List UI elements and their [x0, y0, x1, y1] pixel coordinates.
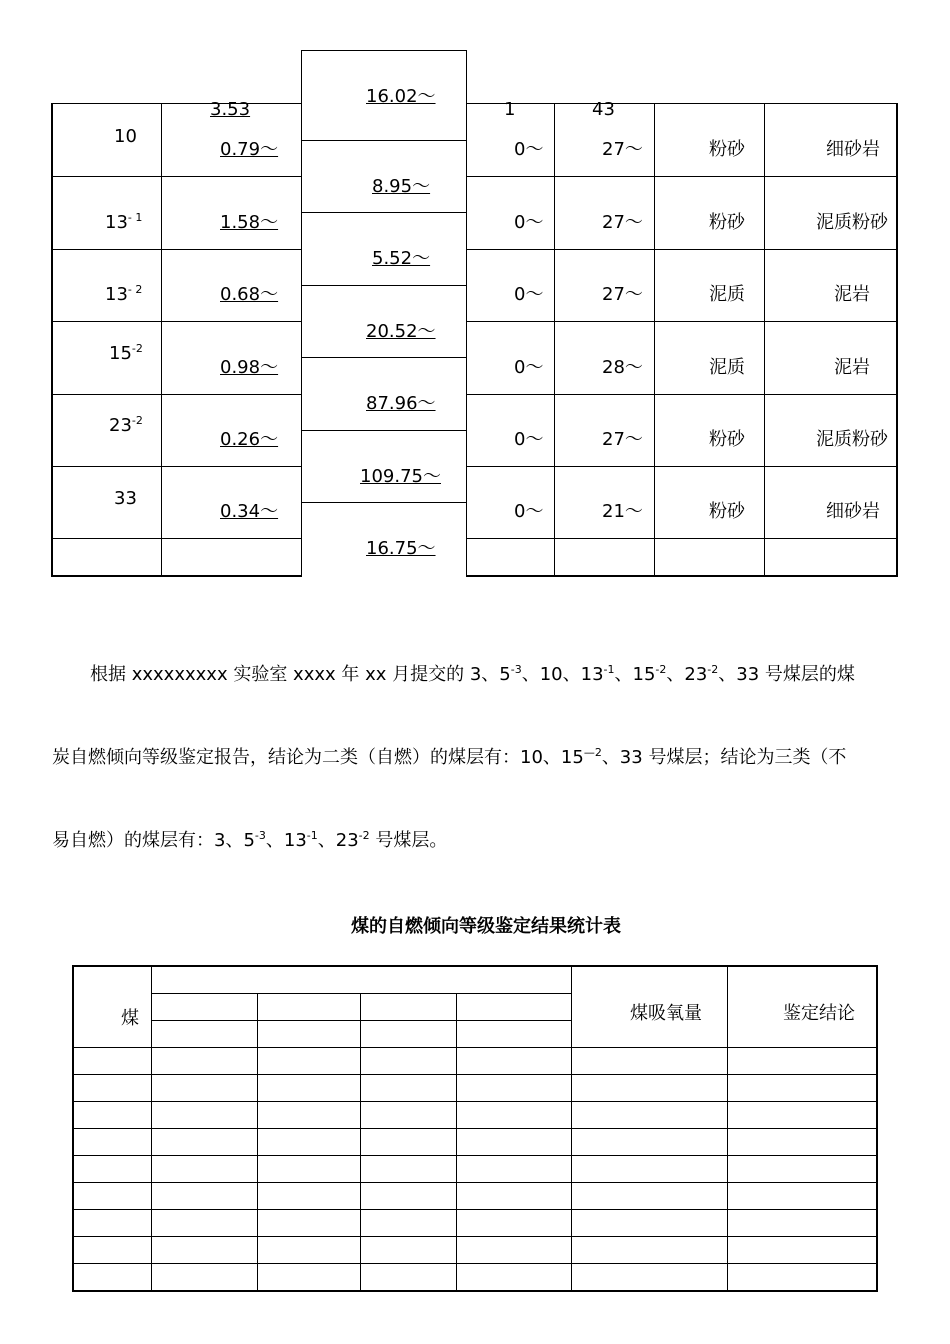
results-table-border: [72, 965, 878, 967]
paragraph-line-1: 根据 xxxxxxxxx 实验室 xxxx 年 xx 月提交的 3、$5^{-3}$、10、$13^{-1}$、$15^{-2}$、$23^{-2}$、33 号煤层的煤: [90, 663, 855, 685]
rock-type: 泥质: [709, 284, 745, 305]
rock-type: 细砂岩: [826, 501, 880, 522]
rock-type: 泥岩: [834, 357, 870, 378]
rock-type: 泥质: [709, 357, 745, 378]
top-table-border: [896, 103, 898, 577]
results-table-row-line: [73, 1128, 877, 1129]
rock-type: 泥质粉砂: [816, 429, 888, 450]
results-table-col-line: [456, 993, 457, 1291]
top-table-row-line: [466, 538, 898, 539]
rock-type: 粉砂: [709, 139, 745, 160]
top-table-row-line: [466, 176, 898, 177]
top-table-row-line: [466, 249, 898, 250]
top-table-row-line: [466, 466, 898, 467]
results-table-row-line: [73, 1263, 877, 1264]
top-table-row-line: [466, 394, 898, 395]
results-table-col-line: [571, 966, 572, 1291]
range-value: 28～: [602, 357, 643, 378]
results-table-col-line: [257, 993, 258, 1291]
middle-value: 8.95～: [372, 176, 431, 197]
top-table-border: [51, 575, 302, 577]
middle-value: 109.75～: [360, 466, 441, 487]
middle-value: 5.52～: [372, 248, 431, 269]
seam-number: $13^{- 2}$: [105, 283, 143, 305]
results-table-row-line: [73, 1209, 877, 1210]
range-value: 0～: [514, 501, 544, 522]
top-table-divider: [764, 103, 765, 576]
top-table-divider: [654, 103, 655, 576]
range-value: 0～: [514, 357, 544, 378]
seam-number: $13^{- 1}$: [105, 211, 143, 233]
results-table-header-line: [151, 993, 572, 994]
middle-column-line: [301, 357, 467, 358]
table-title: 煤的自燃倾向等级鉴定结果统计表: [351, 916, 621, 937]
top-table-row-line: [51, 394, 302, 395]
rock-type: 泥质粉砂: [816, 212, 888, 233]
top-table: [0, 0, 950, 590]
middle-value: 87.96～: [366, 393, 436, 414]
results-table-row-line: [73, 1155, 877, 1156]
range-value: 27～: [602, 284, 643, 305]
header-fragment-1: 1: [504, 99, 516, 120]
seam-number: 33: [114, 488, 137, 509]
paragraph-line-3: 易自燃）的煤层有：3、$5^{-3}$、$13^{-1}$、$23^{-2}$ 号煤层。: [52, 829, 448, 851]
top-table-border: [51, 103, 302, 104]
range-value: 1.58～: [220, 212, 279, 233]
seam-number: $23^{-2}$: [109, 414, 143, 436]
results-table-header-line: [151, 1020, 572, 1021]
top-table-row-line: [466, 321, 898, 322]
results-table-border: [876, 965, 878, 1292]
top-table-border: [466, 103, 898, 104]
middle-column-line: [301, 50, 467, 51]
header-fragment-43: 43: [592, 99, 615, 120]
results-table-col-line: [360, 993, 361, 1291]
range-value: 27～: [602, 139, 643, 160]
results-table-row-line: [73, 1074, 877, 1075]
top-table-row-line: [51, 321, 302, 322]
range-value: 0.98～: [220, 357, 279, 378]
range-value: 27～: [602, 212, 643, 233]
top-table-border: [51, 103, 53, 577]
rock-type: 粉砂: [709, 429, 745, 450]
range-value: 27～: [602, 429, 643, 450]
top-table-divider: [301, 50, 302, 577]
rock-type: 粉砂: [709, 212, 745, 233]
middle-column-line: [301, 140, 467, 141]
results-table-row-line: [73, 1236, 877, 1237]
middle-value: 20.52～: [366, 321, 436, 342]
range-value: 21～: [602, 501, 643, 522]
results-table-col-line: [727, 966, 728, 1291]
range-value: 0～: [514, 429, 544, 450]
column-header-oxygen: 煤吸氧量: [630, 1003, 702, 1024]
rock-type: 泥岩: [834, 284, 870, 305]
top-table-row-line: [51, 176, 302, 177]
range-value: 0～: [514, 212, 544, 233]
middle-value: 16.02～: [366, 86, 436, 107]
top-table-row-line: [51, 538, 302, 539]
top-table-border: [466, 575, 898, 577]
range-value: 0.34～: [220, 501, 279, 522]
results-table-row-line: [73, 1101, 877, 1102]
middle-column-line: [301, 430, 467, 431]
top-table-divider: [466, 50, 467, 577]
column-header-conclusion: 鉴定结论: [783, 1003, 855, 1024]
middle-column-line: [301, 502, 467, 503]
top-table-row-line: [51, 249, 302, 250]
middle-column-line: [301, 212, 467, 213]
middle-column-line: [301, 285, 467, 286]
results-table-col-line: [151, 966, 152, 1291]
top-table-row-line: [51, 466, 302, 467]
range-value: 0～: [514, 139, 544, 160]
column-header-coal: 煤: [121, 1008, 139, 1029]
rock-type: 细砂岩: [826, 139, 880, 160]
results-table-row-line: [73, 1182, 877, 1183]
seam-number: 10: [114, 126, 137, 147]
range-value: 0.26～: [220, 429, 279, 450]
rock-type: 粉砂: [709, 501, 745, 522]
range-value: 0～: [514, 284, 544, 305]
results-table-border: [72, 965, 74, 1292]
paragraph-line-2: 炭自燃倾向等级鉴定报告，结论为二类（自燃）的煤层有：10、$15^{—2}$、33 号煤层；结论为三类（不: [52, 746, 847, 768]
top-table-divider: [554, 103, 555, 576]
header-fragment-353: 3.53: [210, 99, 251, 120]
results-table-row-line: [73, 1047, 877, 1048]
seam-number: $15^{-2}$: [109, 342, 143, 364]
range-value: 0.79～: [220, 139, 279, 160]
top-table-divider: [161, 103, 162, 576]
range-value: 0.68～: [220, 284, 279, 305]
results-table-border: [72, 1290, 878, 1292]
middle-value: 16.75～: [366, 538, 436, 559]
